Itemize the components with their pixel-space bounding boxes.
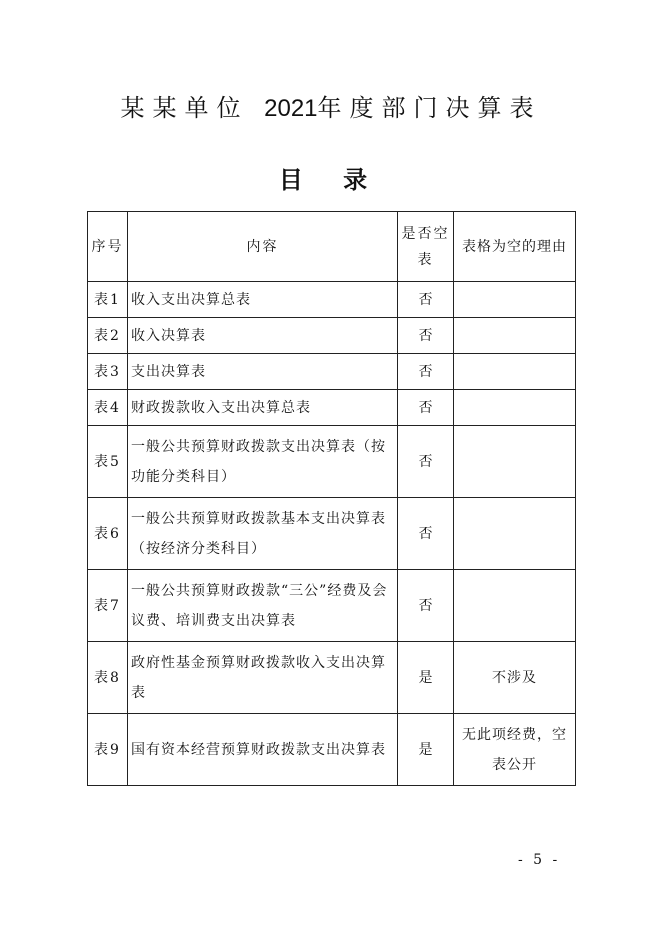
row-empty-flag: 否 bbox=[398, 390, 454, 426]
row-num: 表5 bbox=[88, 426, 128, 498]
row-content: 一般公共预算财政拨款“三公”经费及会议费、培训费支出决算表 bbox=[128, 570, 398, 642]
header-num: 序号 bbox=[88, 212, 128, 282]
row-reason bbox=[454, 498, 576, 570]
row-empty-flag: 否 bbox=[398, 354, 454, 390]
row-empty-flag: 否 bbox=[398, 570, 454, 642]
row-content: 国有资本经营预算财政拨款支出决算表 bbox=[128, 714, 398, 786]
row-num: 表4 bbox=[88, 390, 128, 426]
row-reason: 无此项经费，空表公开 bbox=[454, 714, 576, 786]
row-reason bbox=[454, 318, 576, 354]
row-num: 表6 bbox=[88, 498, 128, 570]
row-empty-flag: 是 bbox=[398, 714, 454, 786]
document-title: 某某单位 2021年度部门决算表 bbox=[120, 94, 542, 122]
header-content: 内容 bbox=[128, 212, 398, 282]
row-reason bbox=[454, 390, 576, 426]
row-empty-flag: 否 bbox=[398, 318, 454, 354]
header-empty: 是否空表 bbox=[398, 212, 454, 282]
row-num: 表3 bbox=[88, 354, 128, 390]
row-num: 表8 bbox=[88, 642, 128, 714]
row-reason bbox=[454, 282, 576, 318]
row-reason bbox=[454, 354, 576, 390]
row-content: 一般公共预算财政拨款基本支出决算表 （按经济分类科目） bbox=[128, 498, 398, 570]
row-empty-flag: 否 bbox=[398, 282, 454, 318]
row-num: 表9 bbox=[88, 714, 128, 786]
row-content: 收入决算表 bbox=[128, 318, 398, 354]
page-number: - 5 - bbox=[518, 852, 561, 868]
contents-table bbox=[87, 211, 576, 786]
row-empty-flag: 否 bbox=[398, 498, 454, 570]
row-num: 表1 bbox=[88, 282, 128, 318]
row-reason: 不涉及 bbox=[454, 642, 576, 714]
row-content: 财政拨款收入支出决算总表 bbox=[128, 390, 398, 426]
header-reason: 表格为空的理由 bbox=[454, 212, 576, 282]
row-content: 收入支出决算总表 bbox=[128, 282, 398, 318]
row-reason bbox=[454, 426, 576, 498]
row-empty-flag: 否 bbox=[398, 426, 454, 498]
row-content: 一般公共预算财政拨款支出决算表（按功能分类科目） bbox=[128, 426, 398, 498]
contents-heading: 目 录 bbox=[278, 166, 384, 194]
row-content: 政府性基金预算财政拨款收入支出决算表 bbox=[128, 642, 398, 714]
row-num: 表2 bbox=[88, 318, 128, 354]
row-content: 支出决算表 bbox=[128, 354, 398, 390]
row-num: 表7 bbox=[88, 570, 128, 642]
row-empty-flag: 是 bbox=[398, 642, 454, 714]
row-reason bbox=[454, 570, 576, 642]
